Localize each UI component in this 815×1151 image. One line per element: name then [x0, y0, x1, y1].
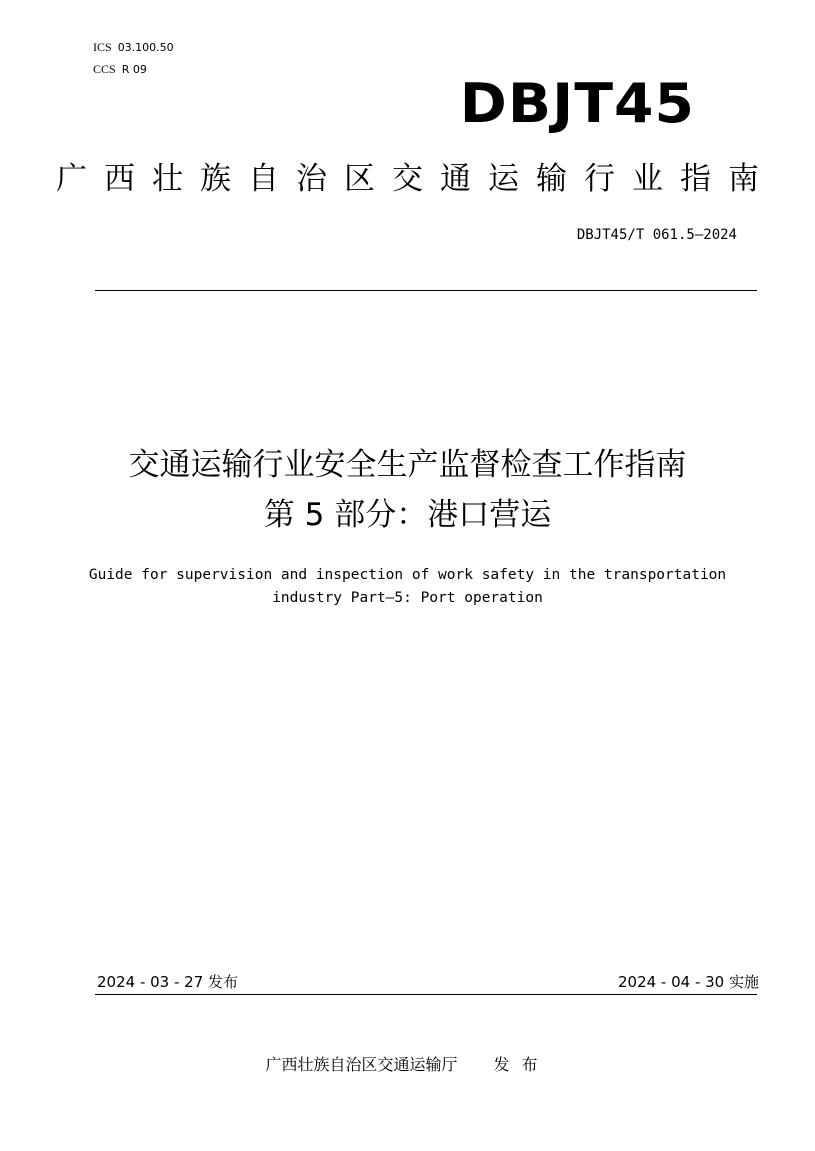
bottom-divider: [95, 994, 757, 995]
document-title-line1: 交通运输行业安全生产监督检查工作指南: [128, 447, 687, 483]
standard-logo: DBJT45: [459, 72, 695, 135]
english-title-line1: Guide for supervision and inspection of work safety in the transportation: [88, 567, 727, 583]
standard-number: DBJT45/T 061.5—2024: [576, 227, 737, 243]
ccs-classification: [93, 62, 147, 77]
publisher-action: 发布: [493, 1055, 550, 1074]
publish-date: 2024 - 03 - 27 发布: [97, 973, 239, 991]
issuer-title: 广西壮族自治区交通运输行业指南: [56, 161, 776, 197]
publisher-name: 广西壮族自治区交通运输厅: [265, 1055, 458, 1074]
publisher-line: [0, 1054, 815, 1076]
ics-code: 03.100.50: [117, 41, 174, 54]
ccs-label: CCS: [93, 62, 116, 76]
ics-label: ICS: [93, 40, 112, 54]
ccs-code: R 09: [121, 63, 147, 76]
top-divider: [95, 290, 757, 291]
implement-date: 2024 - 04 - 30 实施: [617, 973, 759, 991]
document-title-line2: 第 5 部分：港口营运: [263, 497, 552, 533]
ics-classification: [93, 40, 174, 55]
english-title-line2: industry Part—5: Port operation: [272, 590, 543, 606]
